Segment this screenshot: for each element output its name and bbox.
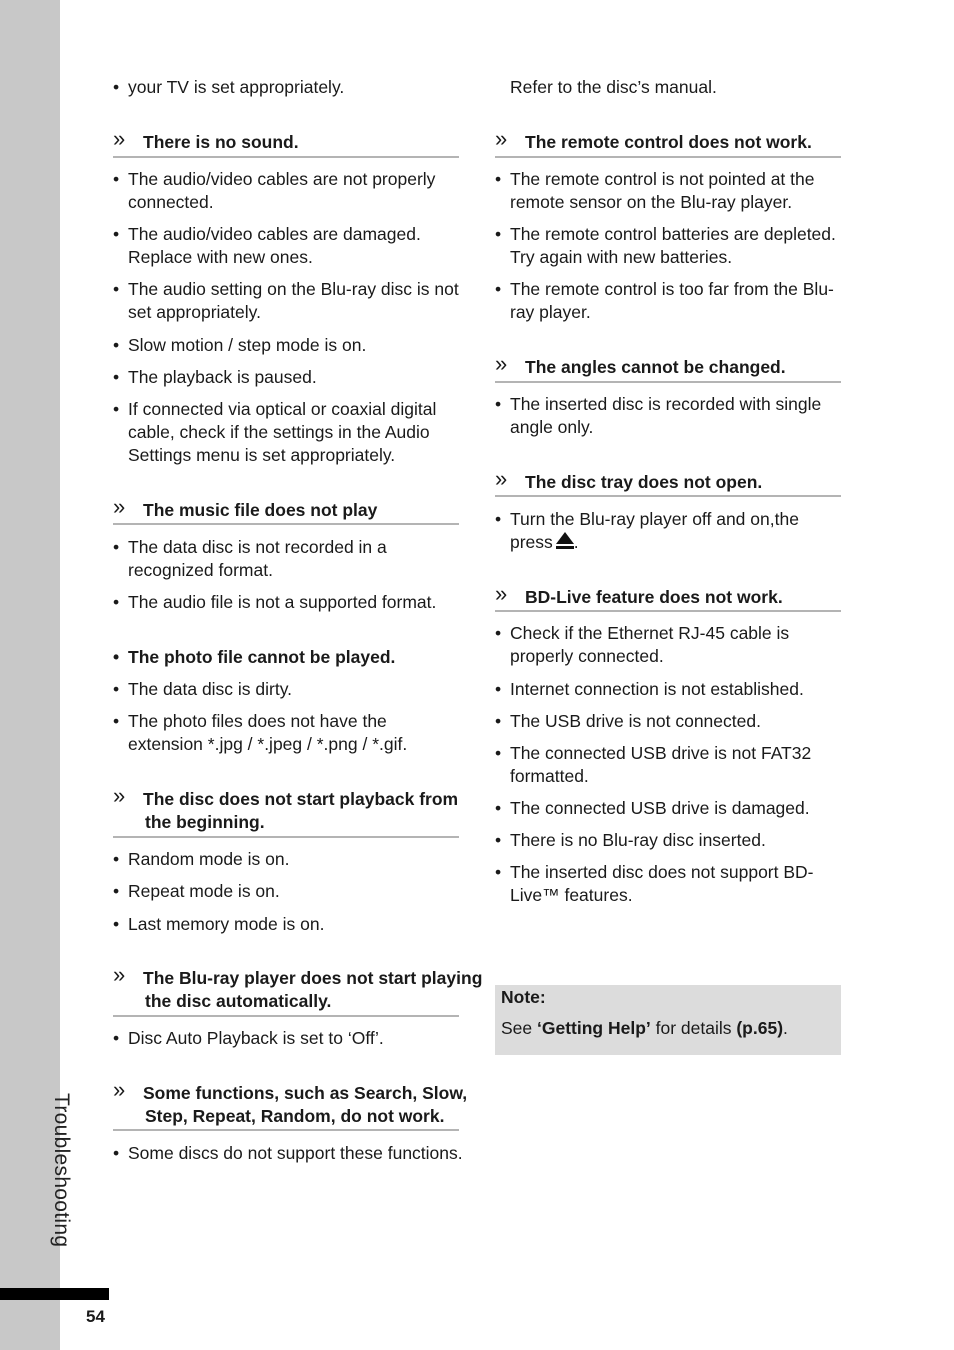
chevron-icon: » (113, 1077, 126, 1102)
section-title: The music file does not play (143, 500, 378, 520)
chevron-icon: » (113, 126, 126, 151)
list-item-text: recognized format. (128, 560, 273, 580)
list-item-text: remote sensor on the Blu-ray player. (510, 192, 793, 212)
list-item-text: connected. (128, 192, 214, 212)
list-item-text: The audio setting on the Blu-ray disc is not (128, 279, 459, 299)
bullet-dot: • (113, 224, 120, 244)
section-rule (495, 156, 841, 158)
eject-triangle (556, 532, 574, 544)
section-title-line2: the disc automatically. (145, 991, 332, 1011)
list-item-text: angle only. (510, 417, 594, 437)
chevron-icon: » (113, 494, 126, 519)
list-item-text: Repeat mode is on. (128, 881, 280, 901)
bullet-dot: • (113, 647, 120, 667)
list-item-text: The remote control is too far from the Blu- (510, 279, 834, 299)
list-item-text: There is no Blu-ray disc inserted. (510, 830, 766, 850)
section-rule (113, 1015, 459, 1017)
bullet-dot: • (113, 279, 120, 299)
list-item-text: If connected via optical or coaxial digital (128, 399, 437, 419)
list-item-text: Internet connection is not established. (510, 679, 804, 699)
bullet-dot: • (113, 367, 120, 387)
list-item-text: The audio file is not a supported format. (128, 592, 437, 612)
list-item-text: The connected USB drive is not FAT32 (510, 743, 812, 763)
note-page-ref: (p.65) (736, 1018, 784, 1038)
list-item-text: The playback is paused. (128, 367, 317, 387)
page-footer-bar (0, 1288, 109, 1300)
list-item-text: Some discs do not support these functions. (128, 1143, 463, 1163)
continued-text: Refer to the disc’s manual. (510, 77, 717, 97)
section-title: The photo file cannot be played. (128, 647, 396, 667)
eject-bar (556, 546, 574, 549)
list-item-text: The audio/video cables are damaged. (128, 224, 421, 244)
section-title: The disc tray does not open. (525, 472, 763, 492)
bullet-dot: • (495, 830, 502, 850)
list-item-text: The inserted disc is recorded with single (510, 394, 822, 414)
list-item-text: Try again with new batteries. (510, 247, 733, 267)
list-item-text: Live™ features. (510, 885, 633, 905)
bullet-dot: • (113, 849, 120, 869)
section-title: Some functions, such as Search, Slow, (143, 1083, 468, 1103)
chevron-icon: » (495, 581, 508, 606)
list-item-text: Disc Auto Playback is set to ‘Off’. (128, 1028, 384, 1048)
section-title: BD-Live feature does not work. (525, 587, 783, 607)
section-title-line2: the beginning. (145, 812, 265, 832)
list-item-text: cable, check if the settings in the Audio (128, 422, 430, 442)
list-item-text: The remote control is not pointed at the (510, 169, 815, 189)
eject-icon (556, 532, 574, 550)
list-item-text: extension *.jpg / *.jpeg / *.png / *.gif. (128, 734, 408, 754)
bullet-dot: • (495, 743, 502, 763)
section-title: The angles cannot be changed. (525, 357, 786, 377)
side-title (46, 1093, 76, 1273)
list-item-text: Replace with new ones. (128, 247, 313, 267)
bullet-dot: • (495, 509, 502, 529)
bullet-dot: • (113, 711, 120, 731)
bullet-dot: • (113, 679, 120, 699)
bullet-dot: • (113, 169, 120, 189)
note-body: See ‘Getting Help’ for details (p.65). (501, 1018, 788, 1038)
note-title: Note: (501, 987, 546, 1007)
press-text: press (510, 532, 553, 552)
list-item-text: Settings menu is set appropriately. (128, 445, 396, 465)
section-rule (495, 495, 841, 497)
bullet-dot: • (113, 914, 120, 934)
section-rule (495, 610, 841, 612)
list-item-text: The connected USB drive is damaged. (510, 798, 810, 818)
bullet-dot: • (113, 77, 120, 97)
bullet-dot: • (495, 798, 502, 818)
note-link: ‘Getting Help’ (537, 1018, 651, 1038)
bullet-dot: • (113, 537, 120, 557)
list-item-text: The USB drive is not connected. (510, 711, 761, 731)
bullet-dot: • (495, 862, 502, 882)
section-title: The Blu-ray player does not start playing (143, 968, 483, 988)
page-number: 54 (86, 1307, 105, 1326)
chevron-icon: » (113, 783, 126, 808)
bullet-dot: • (113, 1143, 120, 1163)
note-box (495, 985, 841, 1055)
list-item-text: properly connected. (510, 646, 664, 666)
bullet-dot: • (113, 881, 120, 901)
list-item-text: formatted. (510, 766, 589, 786)
section-title: The disc does not start playback from (143, 789, 459, 809)
list-item-text: The inserted disc does not support BD- (510, 862, 814, 882)
section-rule (113, 523, 459, 525)
list-item-text: Last memory mode is on. (128, 914, 325, 934)
list-item-text: The remote control batteries are depleted. (510, 224, 836, 244)
list-item-text: The audio/video cables are not properly (128, 169, 436, 189)
section-title: There is no sound. (143, 132, 299, 152)
bullet-dot: • (113, 592, 120, 612)
list-item-text: your TV is set appropriately. (128, 77, 345, 97)
list-item-text: Random mode is on. (128, 849, 290, 869)
chevron-icon: » (113, 962, 126, 987)
chevron-icon: » (495, 351, 508, 376)
side-title-text: Troubleshooting (50, 1093, 73, 1248)
chevron-icon: » (495, 126, 508, 151)
list-item-text: ray player. (510, 302, 591, 322)
list-item-text: Check if the Ethernet RJ-45 cable is (510, 623, 790, 643)
bullet-dot: • (495, 224, 502, 244)
section-rule (113, 156, 459, 158)
bullet-dot: • (113, 1028, 120, 1048)
section-rule (113, 1129, 459, 1131)
list-item-text: The data disc is not recorded in a (128, 537, 387, 557)
bullet-dot: • (495, 623, 502, 643)
list-item-text (510, 531, 579, 554)
bullet-dot: • (495, 679, 502, 699)
list-item-text: set appropriately. (128, 302, 261, 322)
period: . (573, 532, 579, 552)
section-title-line2: Step, Repeat, Random, do not work. (145, 1106, 445, 1126)
list-item-text: The photo files does not have the (128, 711, 387, 731)
chevron-icon: » (495, 466, 508, 491)
list-item-text: Slow motion / step mode is on. (128, 335, 367, 355)
list-item-text: The data disc is dirty. (128, 679, 293, 699)
section-title: The remote control does not work. (525, 132, 812, 152)
bullet-dot: • (495, 169, 502, 189)
bullet-dot: • (495, 711, 502, 731)
bullet-dot: • (495, 394, 502, 414)
bullet-dot: • (113, 335, 120, 355)
bullet-dot: • (495, 279, 502, 299)
section-rule (495, 381, 841, 383)
list-item-text: Turn the Blu-ray player off and on,the (510, 509, 799, 529)
section-rule (113, 836, 459, 838)
bullet-dot: • (113, 399, 120, 419)
